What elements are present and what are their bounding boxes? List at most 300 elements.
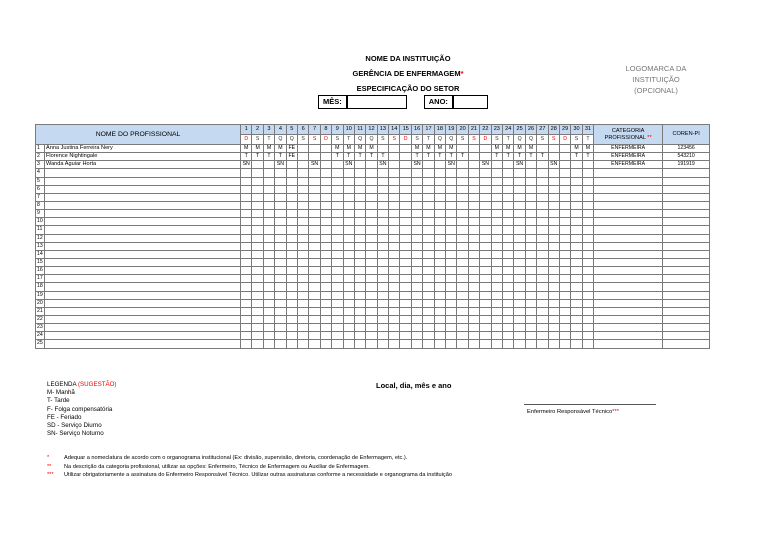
- shift-cell[interactable]: [559, 145, 570, 153]
- shift-cell[interactable]: [332, 210, 343, 218]
- shift-cell[interactable]: [320, 299, 331, 307]
- shift-cell[interactable]: [525, 161, 536, 169]
- shift-cell[interactable]: [525, 201, 536, 209]
- shift-cell[interactable]: [309, 145, 320, 153]
- shift-cell[interactable]: [480, 145, 491, 153]
- category-cell[interactable]: [594, 169, 663, 177]
- shift-cell[interactable]: [446, 193, 457, 201]
- shift-cell[interactable]: [343, 315, 354, 323]
- shift-cell[interactable]: [241, 283, 252, 291]
- shift-cell[interactable]: [320, 153, 331, 161]
- shift-cell[interactable]: [343, 250, 354, 258]
- shift-cell[interactable]: [377, 307, 388, 315]
- shift-cell[interactable]: [491, 218, 502, 226]
- shift-cell[interactable]: [468, 250, 479, 258]
- shift-cell[interactable]: [252, 234, 263, 242]
- shift-cell[interactable]: [468, 169, 479, 177]
- shift-cell[interactable]: [332, 242, 343, 250]
- shift-cell[interactable]: [582, 299, 593, 307]
- shift-cell[interactable]: [275, 307, 286, 315]
- shift-cell[interactable]: [548, 218, 559, 226]
- shift-cell[interactable]: [582, 161, 593, 169]
- shift-cell[interactable]: [263, 242, 274, 250]
- shift-cell[interactable]: [389, 275, 400, 283]
- shift-cell[interactable]: [286, 250, 297, 258]
- shift-cell[interactable]: [480, 226, 491, 234]
- shift-cell[interactable]: M: [343, 145, 354, 153]
- shift-cell[interactable]: T: [366, 153, 377, 161]
- shift-cell[interactable]: [411, 210, 422, 218]
- shift-cell[interactable]: [491, 161, 502, 169]
- shift-cell[interactable]: [241, 299, 252, 307]
- shift-cell[interactable]: FE: [286, 153, 297, 161]
- shift-cell[interactable]: [297, 153, 308, 161]
- shift-cell[interactable]: [389, 283, 400, 291]
- shift-cell[interactable]: [491, 185, 502, 193]
- shift-cell[interactable]: [480, 218, 491, 226]
- shift-cell[interactable]: [241, 275, 252, 283]
- shift-cell[interactable]: [480, 242, 491, 250]
- coren-cell[interactable]: [663, 185, 710, 193]
- shift-cell[interactable]: [514, 169, 525, 177]
- shift-cell[interactable]: [389, 250, 400, 258]
- shift-cell[interactable]: [491, 324, 502, 332]
- shift-cell[interactable]: [434, 332, 445, 340]
- shift-cell[interactable]: [332, 250, 343, 258]
- shift-cell[interactable]: M: [434, 145, 445, 153]
- shift-cell[interactable]: [366, 324, 377, 332]
- shift-cell[interactable]: [241, 250, 252, 258]
- shift-cell[interactable]: [582, 332, 593, 340]
- shift-cell[interactable]: [411, 315, 422, 323]
- shift-cell[interactable]: [297, 185, 308, 193]
- shift-cell[interactable]: [491, 201, 502, 209]
- shift-cell[interactable]: [332, 185, 343, 193]
- shift-cell[interactable]: [286, 226, 297, 234]
- shift-cell[interactable]: SN: [377, 161, 388, 169]
- shift-cell[interactable]: [446, 283, 457, 291]
- shift-cell[interactable]: [446, 332, 457, 340]
- shift-cell[interactable]: [297, 299, 308, 307]
- shift-cell[interactable]: [457, 185, 468, 193]
- shift-cell[interactable]: M: [514, 145, 525, 153]
- category-cell[interactable]: [594, 275, 663, 283]
- shift-cell[interactable]: [275, 185, 286, 193]
- shift-cell[interactable]: [400, 201, 411, 209]
- shift-cell[interactable]: [263, 250, 274, 258]
- shift-cell[interactable]: [286, 291, 297, 299]
- category-cell[interactable]: [594, 324, 663, 332]
- shift-cell[interactable]: [252, 161, 263, 169]
- shift-cell[interactable]: [537, 177, 548, 185]
- shift-cell[interactable]: [320, 324, 331, 332]
- shift-cell[interactable]: [503, 275, 514, 283]
- coren-cell[interactable]: [663, 169, 710, 177]
- shift-cell[interactable]: [263, 324, 274, 332]
- shift-cell[interactable]: [457, 250, 468, 258]
- shift-cell[interactable]: [468, 299, 479, 307]
- shift-cell[interactable]: [241, 324, 252, 332]
- shift-cell[interactable]: [559, 153, 570, 161]
- shift-cell[interactable]: [446, 218, 457, 226]
- professional-name-cell[interactable]: Anna Justina Ferreira Nery: [45, 145, 241, 153]
- shift-cell[interactable]: [377, 242, 388, 250]
- shift-cell[interactable]: [582, 324, 593, 332]
- professional-name-cell[interactable]: [45, 177, 241, 185]
- shift-cell[interactable]: [571, 161, 582, 169]
- shift-cell[interactable]: [252, 185, 263, 193]
- shift-cell[interactable]: [411, 185, 422, 193]
- shift-cell[interactable]: [559, 242, 570, 250]
- shift-cell[interactable]: [525, 291, 536, 299]
- shift-cell[interactable]: [503, 283, 514, 291]
- shift-cell[interactable]: [571, 291, 582, 299]
- shift-cell[interactable]: [252, 275, 263, 283]
- shift-cell[interactable]: [389, 153, 400, 161]
- shift-cell[interactable]: [332, 307, 343, 315]
- shift-cell[interactable]: [571, 234, 582, 242]
- shift-cell[interactable]: [377, 275, 388, 283]
- shift-cell[interactable]: [468, 267, 479, 275]
- shift-cell[interactable]: [446, 267, 457, 275]
- shift-cell[interactable]: [343, 234, 354, 242]
- shift-cell[interactable]: [320, 226, 331, 234]
- shift-cell[interactable]: [354, 177, 365, 185]
- shift-cell[interactable]: [263, 283, 274, 291]
- shift-cell[interactable]: [241, 218, 252, 226]
- shift-cell[interactable]: [537, 299, 548, 307]
- shift-cell[interactable]: [286, 161, 297, 169]
- shift-cell[interactable]: [343, 332, 354, 340]
- shift-cell[interactable]: [559, 169, 570, 177]
- shift-cell[interactable]: [525, 193, 536, 201]
- coren-cell[interactable]: [663, 193, 710, 201]
- shift-cell[interactable]: [571, 267, 582, 275]
- shift-cell[interactable]: [571, 258, 582, 266]
- shift-cell[interactable]: [297, 218, 308, 226]
- shift-cell[interactable]: [582, 340, 593, 348]
- shift-cell[interactable]: [582, 185, 593, 193]
- shift-cell[interactable]: [297, 242, 308, 250]
- shift-cell[interactable]: [286, 177, 297, 185]
- shift-cell[interactable]: [503, 258, 514, 266]
- shift-cell[interactable]: [377, 299, 388, 307]
- shift-cell[interactable]: [366, 161, 377, 169]
- shift-cell[interactable]: [548, 153, 559, 161]
- shift-cell[interactable]: [366, 283, 377, 291]
- shift-cell[interactable]: [366, 226, 377, 234]
- category-cell[interactable]: [594, 283, 663, 291]
- shift-cell[interactable]: T: [423, 153, 434, 161]
- category-cell[interactable]: [594, 340, 663, 348]
- shift-cell[interactable]: [400, 283, 411, 291]
- shift-cell[interactable]: [377, 234, 388, 242]
- shift-cell[interactable]: [571, 307, 582, 315]
- shift-cell[interactable]: [446, 201, 457, 209]
- shift-cell[interactable]: [343, 201, 354, 209]
- shift-cell[interactable]: [400, 242, 411, 250]
- shift-cell[interactable]: [434, 226, 445, 234]
- shift-cell[interactable]: [389, 177, 400, 185]
- shift-cell[interactable]: [263, 169, 274, 177]
- shift-cell[interactable]: [411, 324, 422, 332]
- shift-cell[interactable]: [389, 340, 400, 348]
- coren-cell[interactable]: [663, 307, 710, 315]
- shift-cell[interactable]: [514, 307, 525, 315]
- shift-cell[interactable]: [548, 283, 559, 291]
- shift-cell[interactable]: M: [275, 145, 286, 153]
- shift-cell[interactable]: [480, 267, 491, 275]
- shift-cell[interactable]: [468, 226, 479, 234]
- shift-cell[interactable]: T: [343, 153, 354, 161]
- shift-cell[interactable]: [286, 299, 297, 307]
- shift-cell[interactable]: [263, 201, 274, 209]
- shift-cell[interactable]: [548, 242, 559, 250]
- shift-cell[interactable]: [411, 275, 422, 283]
- shift-cell[interactable]: [366, 242, 377, 250]
- shift-cell[interactable]: [343, 291, 354, 299]
- shift-cell[interactable]: [537, 210, 548, 218]
- shift-cell[interactable]: [582, 242, 593, 250]
- shift-cell[interactable]: [377, 340, 388, 348]
- shift-cell[interactable]: [559, 218, 570, 226]
- shift-cell[interactable]: [446, 315, 457, 323]
- shift-cell[interactable]: [252, 258, 263, 266]
- shift-cell[interactable]: [503, 169, 514, 177]
- shift-cell[interactable]: [263, 218, 274, 226]
- shift-cell[interactable]: [286, 201, 297, 209]
- shift-cell[interactable]: [468, 201, 479, 209]
- category-cell[interactable]: [594, 267, 663, 275]
- shift-cell[interactable]: [332, 340, 343, 348]
- shift-cell[interactable]: [366, 250, 377, 258]
- shift-cell[interactable]: [434, 193, 445, 201]
- shift-cell[interactable]: [571, 324, 582, 332]
- shift-cell[interactable]: [446, 234, 457, 242]
- professional-name-cell[interactable]: [45, 169, 241, 177]
- shift-cell[interactable]: [366, 210, 377, 218]
- shift-cell[interactable]: [446, 177, 457, 185]
- shift-cell[interactable]: SN: [480, 161, 491, 169]
- shift-cell[interactable]: [354, 275, 365, 283]
- category-cell[interactable]: [594, 210, 663, 218]
- shift-cell[interactable]: [252, 315, 263, 323]
- shift-cell[interactable]: [366, 291, 377, 299]
- shift-cell[interactable]: [446, 299, 457, 307]
- shift-cell[interactable]: [548, 291, 559, 299]
- shift-cell[interactable]: [559, 210, 570, 218]
- coren-cell[interactable]: 191919: [663, 161, 710, 169]
- shift-cell[interactable]: [389, 193, 400, 201]
- shift-cell[interactable]: [423, 250, 434, 258]
- shift-cell[interactable]: [537, 226, 548, 234]
- coren-cell[interactable]: [663, 218, 710, 226]
- shift-cell[interactable]: [354, 324, 365, 332]
- shift-cell[interactable]: [241, 185, 252, 193]
- shift-cell[interactable]: [241, 201, 252, 209]
- coren-cell[interactable]: [663, 340, 710, 348]
- shift-cell[interactable]: [366, 185, 377, 193]
- shift-cell[interactable]: [582, 218, 593, 226]
- shift-cell[interactable]: [320, 185, 331, 193]
- shift-cell[interactable]: [252, 169, 263, 177]
- shift-cell[interactable]: [400, 250, 411, 258]
- shift-cell[interactable]: T: [446, 153, 457, 161]
- shift-cell[interactable]: [275, 242, 286, 250]
- professional-name-cell[interactable]: [45, 283, 241, 291]
- shift-cell[interactable]: T: [491, 153, 502, 161]
- shift-cell[interactable]: [446, 242, 457, 250]
- shift-cell[interactable]: T: [571, 153, 582, 161]
- shift-cell[interactable]: [332, 299, 343, 307]
- professional-name-cell[interactable]: [45, 275, 241, 283]
- shift-cell[interactable]: [559, 291, 570, 299]
- shift-cell[interactable]: [491, 332, 502, 340]
- shift-cell[interactable]: [468, 242, 479, 250]
- shift-cell[interactable]: [525, 275, 536, 283]
- shift-cell[interactable]: [423, 169, 434, 177]
- shift-cell[interactable]: [423, 258, 434, 266]
- shift-cell[interactable]: [514, 210, 525, 218]
- shift-cell[interactable]: [309, 218, 320, 226]
- shift-cell[interactable]: [400, 267, 411, 275]
- shift-cell[interactable]: [320, 177, 331, 185]
- category-cell[interactable]: [594, 315, 663, 323]
- shift-cell[interactable]: [480, 307, 491, 315]
- coren-cell[interactable]: [663, 201, 710, 209]
- shift-cell[interactable]: [275, 250, 286, 258]
- shift-cell[interactable]: [286, 258, 297, 266]
- shift-cell[interactable]: [286, 185, 297, 193]
- shift-cell[interactable]: [559, 226, 570, 234]
- shift-cell[interactable]: [354, 307, 365, 315]
- shift-cell[interactable]: [377, 145, 388, 153]
- coren-cell[interactable]: [663, 250, 710, 258]
- shift-cell[interactable]: [241, 226, 252, 234]
- shift-cell[interactable]: [411, 193, 422, 201]
- shift-cell[interactable]: [389, 210, 400, 218]
- professional-name-cell[interactable]: [45, 307, 241, 315]
- shift-cell[interactable]: [411, 299, 422, 307]
- shift-cell[interactable]: [468, 234, 479, 242]
- shift-cell[interactable]: [571, 201, 582, 209]
- shift-cell[interactable]: [309, 250, 320, 258]
- shift-cell[interactable]: [537, 185, 548, 193]
- shift-cell[interactable]: [343, 283, 354, 291]
- shift-cell[interactable]: [525, 283, 536, 291]
- shift-cell[interactable]: [548, 145, 559, 153]
- shift-cell[interactable]: [559, 324, 570, 332]
- professional-name-cell[interactable]: [45, 267, 241, 275]
- shift-cell[interactable]: [297, 315, 308, 323]
- shift-cell[interactable]: T: [434, 153, 445, 161]
- shift-cell[interactable]: [411, 283, 422, 291]
- shift-cell[interactable]: [503, 177, 514, 185]
- shift-cell[interactable]: [423, 242, 434, 250]
- shift-cell[interactable]: [571, 283, 582, 291]
- month-field[interactable]: [347, 95, 407, 109]
- shift-cell[interactable]: [457, 161, 468, 169]
- shift-cell[interactable]: [275, 267, 286, 275]
- shift-cell[interactable]: [309, 193, 320, 201]
- shift-cell[interactable]: [559, 315, 570, 323]
- shift-cell[interactable]: [366, 169, 377, 177]
- shift-cell[interactable]: [275, 315, 286, 323]
- shift-cell[interactable]: [423, 193, 434, 201]
- coren-cell[interactable]: [663, 275, 710, 283]
- shift-cell[interactable]: [457, 324, 468, 332]
- shift-cell[interactable]: [263, 258, 274, 266]
- shift-cell[interactable]: [286, 193, 297, 201]
- shift-cell[interactable]: [309, 169, 320, 177]
- shift-cell[interactable]: [332, 332, 343, 340]
- shift-cell[interactable]: [263, 267, 274, 275]
- shift-cell[interactable]: [571, 226, 582, 234]
- shift-cell[interactable]: [297, 275, 308, 283]
- coren-cell[interactable]: 123456: [663, 145, 710, 153]
- shift-cell[interactable]: [411, 226, 422, 234]
- coren-cell[interactable]: [663, 177, 710, 185]
- shift-cell[interactable]: [241, 193, 252, 201]
- shift-cell[interactable]: [582, 169, 593, 177]
- professional-name-cell[interactable]: Wanda Aguiar Horta: [45, 161, 241, 169]
- shift-cell[interactable]: [537, 267, 548, 275]
- shift-cell[interactable]: [537, 258, 548, 266]
- shift-cell[interactable]: [332, 193, 343, 201]
- professional-name-cell[interactable]: Florence Nightingale: [45, 153, 241, 161]
- shift-cell[interactable]: [491, 291, 502, 299]
- shift-cell[interactable]: SN: [548, 161, 559, 169]
- shift-cell[interactable]: [503, 324, 514, 332]
- shift-cell[interactable]: [297, 307, 308, 315]
- shift-cell[interactable]: [377, 324, 388, 332]
- shift-cell[interactable]: [480, 201, 491, 209]
- shift-cell[interactable]: [389, 242, 400, 250]
- shift-cell[interactable]: [309, 307, 320, 315]
- shift-cell[interactable]: [548, 258, 559, 266]
- shift-cell[interactable]: [468, 340, 479, 348]
- shift-cell[interactable]: [457, 177, 468, 185]
- shift-cell[interactable]: [275, 275, 286, 283]
- shift-cell[interactable]: [480, 250, 491, 258]
- shift-cell[interactable]: [446, 210, 457, 218]
- shift-cell[interactable]: [571, 177, 582, 185]
- shift-cell[interactable]: [434, 307, 445, 315]
- shift-cell[interactable]: T: [457, 153, 468, 161]
- shift-cell[interactable]: [354, 332, 365, 340]
- shift-cell[interactable]: [537, 169, 548, 177]
- shift-cell[interactable]: [480, 275, 491, 283]
- shift-cell[interactable]: [332, 218, 343, 226]
- shift-cell[interactable]: [503, 291, 514, 299]
- shift-cell[interactable]: [275, 283, 286, 291]
- shift-cell[interactable]: [309, 324, 320, 332]
- shift-cell[interactable]: [571, 299, 582, 307]
- shift-cell[interactable]: [503, 242, 514, 250]
- shift-cell[interactable]: [377, 315, 388, 323]
- shift-cell[interactable]: [286, 275, 297, 283]
- category-cell[interactable]: [594, 250, 663, 258]
- shift-cell[interactable]: [241, 169, 252, 177]
- shift-cell[interactable]: [503, 315, 514, 323]
- shift-cell[interactable]: [537, 250, 548, 258]
- shift-cell[interactable]: [411, 332, 422, 340]
- shift-cell[interactable]: [354, 161, 365, 169]
- shift-cell[interactable]: [252, 324, 263, 332]
- shift-cell[interactable]: [457, 291, 468, 299]
- shift-cell[interactable]: T: [582, 153, 593, 161]
- shift-cell[interactable]: [343, 177, 354, 185]
